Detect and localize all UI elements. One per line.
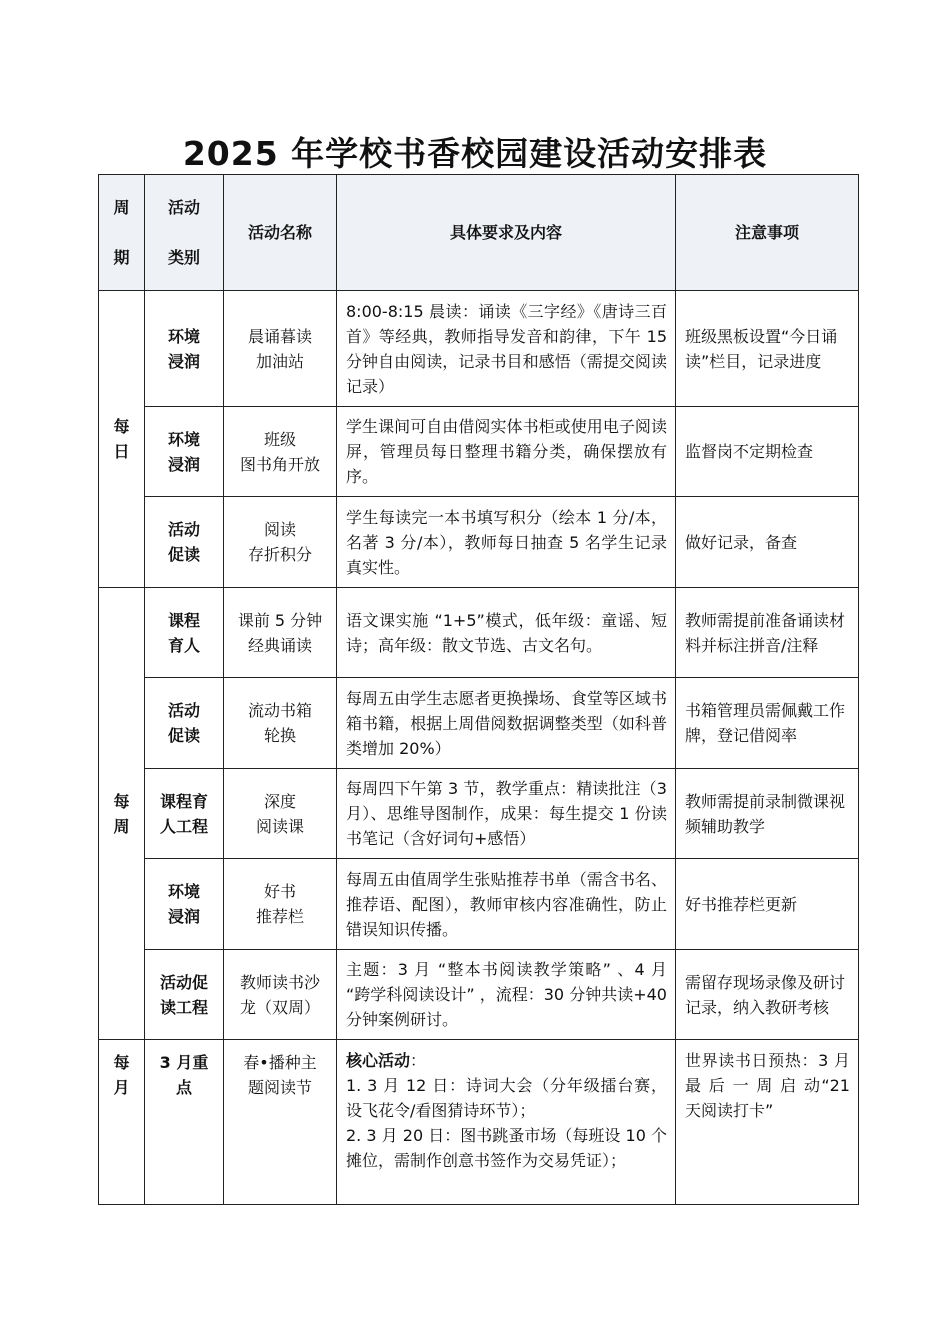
row-activity-name: 晨诵暮读 加油站 [224, 291, 337, 407]
row-category: 环境 浸润 [145, 291, 224, 407]
row-notes: 做好记录，备查 [676, 497, 859, 588]
row-activity-name: 流动书箱 轮换 [224, 678, 337, 769]
core-activity-separator: ： [410, 1051, 427, 1070]
period-monthly: 每 月 [99, 1040, 145, 1205]
row-category: 环境 浸润 [145, 859, 224, 950]
row-category: 活动 促读 [145, 497, 224, 588]
table-row [99, 588, 859, 678]
row-category: 3 月重 点 [145, 1040, 224, 1205]
header-category: 活动 类别 [145, 175, 224, 291]
row-category: 活动促 读工程 [145, 950, 224, 1040]
row-notes: 监督岗不定期检查 [676, 407, 859, 497]
header-period: 周 期 [99, 175, 145, 291]
row-content: 每周四下午第 3 节，教学重点：精读批注（3 月）、思维导图制作，成果：每生提交 1 份读书笔记（含好词句+感悟） [337, 769, 676, 859]
row-content: 语文课实施 “1+5”模式，低年级：童谣、短诗；高年级：散文节选、古文名句。 [337, 588, 676, 678]
table-row [99, 678, 859, 769]
row-activity-name: 课前 5 分钟 经典诵读 [224, 588, 337, 678]
row-content: 学生每读完一本书填写积分（绘本 1 分/本，名著 3 分/本），教师每日抽查 5 名学生记录真实性。 [337, 497, 676, 588]
row-activity-name: 阅读 存折积分 [224, 497, 337, 588]
core-activity-label: 核心活动 [346, 1051, 411, 1070]
row-content: 主题：3 月 “整本书阅读教学策略” 、4 月 “跨学科阅读设计” ，流程：30 分钟共读+40 分钟案例研讨。 [337, 950, 676, 1040]
table-row [99, 407, 859, 497]
table-row [99, 497, 859, 588]
row-notes: 需留存现场录像及研讨记录，纳入教研考核 [676, 950, 859, 1040]
header-notes: 注意事项 [676, 175, 859, 291]
row-content: 8:00-8:15 晨读：诵读《三字经》《唐诗三百首》等经典，教师指导发音和韵律，下午 15 分钟自由阅读，记录书目和感悟（需提交阅读记录） [337, 291, 676, 407]
period-daily: 每 日 [99, 291, 145, 588]
row-activity-name: 春•播种主 题阅读节 [224, 1040, 337, 1205]
row-category: 环境 浸润 [145, 407, 224, 497]
row-content: 学生课间可自由借阅实体书柜或使用电子阅读屏，管理员每日整理书籍分类，确保摆放有序。 [337, 407, 676, 497]
row-activity-name: 教师读书沙 龙（双周） [224, 950, 337, 1040]
page-title: 2025 年学校书香校园建设活动安排表 [182, 134, 768, 173]
header-activity-name: 活动名称 [224, 175, 337, 291]
table-row [99, 1040, 859, 1205]
table-row [99, 769, 859, 859]
period-weekly: 每 周 [99, 588, 145, 1040]
table-row [99, 291, 859, 407]
row-content: 每周五由学生志愿者更换操场、食堂等区域书箱书籍，根据上周借阅数据调整类型（如科普类增加 20%） [337, 678, 676, 769]
row-category: 课程 育人 [145, 588, 224, 678]
row-notes: 好书推荐栏更新 [676, 859, 859, 950]
row-notes: 书箱管理员需佩戴工作牌，登记借阅率 [676, 678, 859, 769]
row-activity-name: 好书 推荐栏 [224, 859, 337, 950]
row-activity-name: 班级 图书角开放 [224, 407, 337, 497]
table-row [99, 950, 859, 1040]
row-notes: 班级黑板设置“今日诵读”栏目，记录进度 [676, 291, 859, 407]
header-content: 具体要求及内容 [337, 175, 676, 291]
row-category: 课程育 人工程 [145, 769, 224, 859]
row-content: 每周五由值周学生张贴推荐书单（需含书名、推荐语、配图），教师审核内容准确性，防止错误知识传播。 [337, 859, 676, 950]
table-header-row [99, 175, 859, 291]
table-row [99, 859, 859, 950]
row-category: 活动 促读 [145, 678, 224, 769]
row-activity-name: 深度 阅读课 [224, 769, 337, 859]
activity-schedule-table [98, 174, 859, 1205]
row-notes: 教师需提前准备诵读材料并标注拼音/注释 [676, 588, 859, 678]
row-notes: 世界读书日预热：3 月 最 后 一 周 启 动“21 天阅读打卡” [676, 1040, 859, 1205]
row-notes: 教师需提前录制微课视频辅助教学 [676, 769, 859, 859]
core-activity-items: 1. 3 月 12 日：诗词大会（分年级擂台赛，设飞花令/看图猜诗环节）； 2. 3 月 20 日：图书跳蚤市场（每班设 10 个摊位，需制作创意书签作为交易凭证）； [346, 1076, 667, 1170]
row-content [337, 1040, 676, 1205]
